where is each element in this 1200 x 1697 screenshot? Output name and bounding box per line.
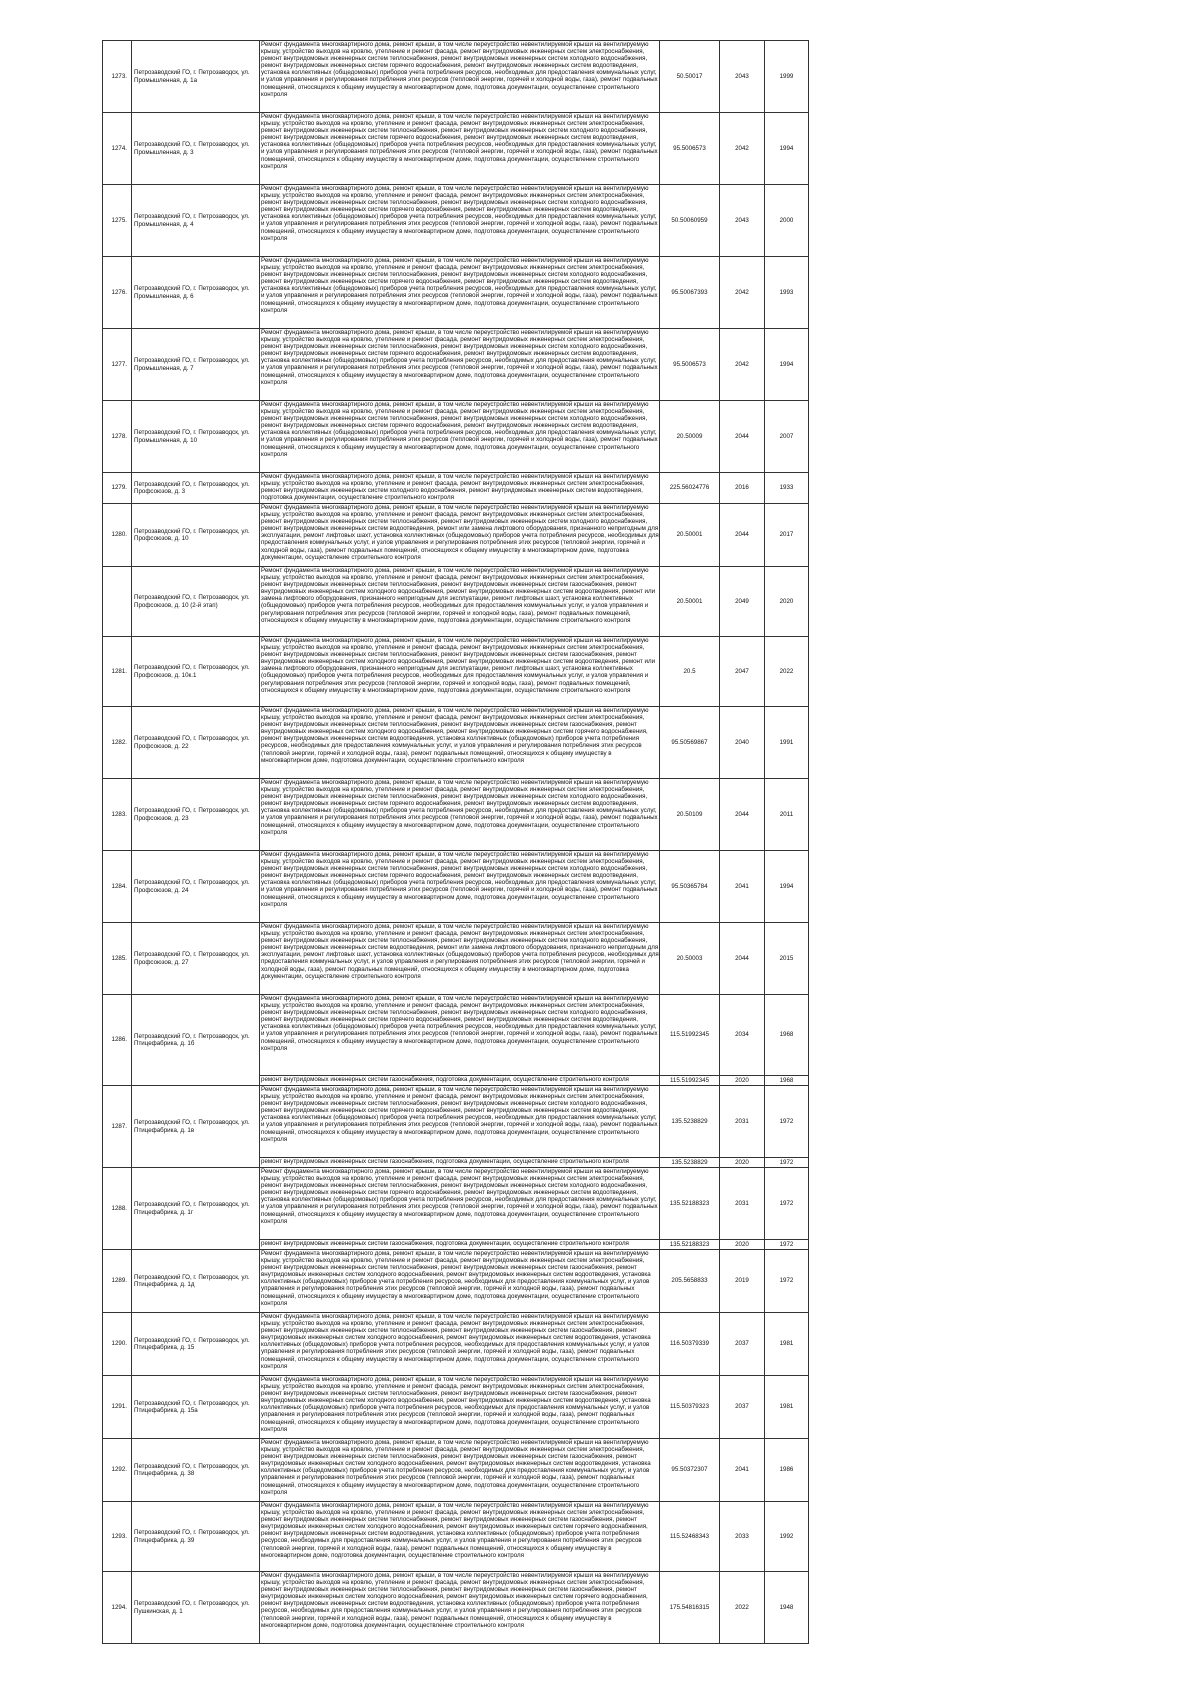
build-year-cell: 1981	[765, 1376, 809, 1439]
planned-year-cell: 2034	[720, 995, 765, 1076]
build-year-cell: 2017	[765, 504, 809, 567]
table-row	[103, 257, 809, 329]
works-text: ремонт внутридомовых инженерных систем газоснабжения, подготовка документации, осуществление строительного контроля	[261, 1076, 629, 1083]
works-text: Ремонт фундамента многоквартирного дома, ремонт крыши, в том числе переустройство невентилируемой крыши на вентилируемую крышу, устройство выходов на кровлю, утепление и ремонт фасада, ремонт внутридомовых инженерных систем электроснабжения, ремонт внутридомовых инженерных систем теплоснабжения, ремонт внутридомовых инженерных систем газоснабжения, ремонт внутридомовых инженерных систем холодного водоснабжения, ремонт внутридомовых инженерных систем горячего водоснабжения, ремонт внутридомовых инженерных систем водоотведения, установка коллективных (общедомовых) приборов учета потребления ресурсов, необходимых для предоставления коммунальных услуг, и узлов управления и регулирования потребления этих ресурсов (тепловой энергии, горячей и холодной воды, газа), ремонт подвальных помещений, относящихся к общему имуществу в многоквартирном доме, подготовка документации, осуществление строительного контроля	[261, 707, 649, 764]
table-row	[103, 329, 809, 401]
planned-year-cell: 2031	[720, 1086, 765, 1158]
works-cell	[260, 779, 660, 851]
works-cell	[260, 185, 660, 257]
works-text: Ремонт фундамента многоквартирного дома, ремонт крыши, в том числе переустройство невентилируемой крыши на вентилируемую крышу, устройство выходов на кровлю, утепление и ремонт фасада, ремонт внутридомовых инженерных систем электроснабжения, ремонт внутридомовых инженерных систем теплоснабжения, ремонт внутридомовых инженерных систем холодного водоснабжения, ремонт внутридомовых инженерных систем горячего водоснабжения, ремонт внутридомовых инженерных систем водоотведения, установка коллективных (общедомовых) приборов учета потребления ресурсов, необходимых для предоставления коммунальных услуг, и узлов управления и регулирования потребления этих ресурсов (тепловой энергии, горячей и холодной воды, газа), ремонт подвальных помещений, относящихся к общему имуществу в многоквартирном доме, подготовка документации, осуществление строительного контроля	[261, 995, 658, 1052]
table-row	[103, 1086, 809, 1158]
works-cell	[260, 473, 660, 504]
build-year-cell: 1972	[765, 1086, 809, 1158]
address-cell: Петрозаводский ГО, г. Петрозаводск, ул. Профсоюзов, д. 10к.1	[132, 637, 260, 707]
address-cell: Петрозаводский ГО, г. Петрозаводск, ул. Промышленная, д. 3	[132, 113, 260, 185]
row-number: 1273.	[103, 41, 132, 113]
planned-year-cell: 2043	[720, 41, 765, 113]
value-cell: 135.52188323	[660, 1168, 720, 1240]
works-cell	[260, 329, 660, 401]
value-cell: 205.5658833	[660, 1250, 720, 1313]
value-cell: 95.5006573	[660, 113, 720, 185]
row-number: 1281.	[103, 637, 132, 707]
value-cell: 175.54816315	[660, 1572, 720, 1644]
address-cell: Петрозаводский ГО, г. Петрозаводск, ул. Птицефабрика, д. 1д	[132, 1250, 260, 1313]
table-row	[103, 473, 809, 504]
works-cell	[260, 41, 660, 113]
address-cell: Петрозаводский ГО, г. Петрозаводск, ул. Пушкинская, д. 1	[132, 1572, 260, 1644]
address-cell: Петрозаводский ГО, г. Петрозаводск, ул. Профсоюзов, д. 23	[132, 779, 260, 851]
table-row	[103, 41, 809, 113]
address-cell: Петрозаводский ГО, г. Петрозаводск, ул. Профсоюзов, д. 10 (2-й этап)	[132, 567, 260, 637]
build-year-cell: 2007	[765, 401, 809, 473]
works-text: Ремонт фундамента многоквартирного дома, ремонт крыши, в том числе переустройство невентилируемой крыши на вентилируемую крышу, устройство выходов на кровлю, утепление и ремонт фасада, ремонт внутридомовых инженерных систем электроснабжения, ремонт внутридомовых инженерных систем теплоснабжения, ремонт внутридомовых инженерных систем холодного водоснабжения, ремонт внутридомовых инженерных систем горячего водоснабжения, ремонт внутридомовых инженерных систем водоотведения, установка коллективных (общедомовых) приборов учета потребления ресурсов, необходимых для предоставления коммунальных услуг, и узлов управления и регулирования потребления этих ресурсов (тепловой энергии, горячей и холодной воды, газа), ремонт подвальных помещений, относящихся к общему имуществу в многоквартирном доме, подготовка документации, осуществление строительного контроля	[261, 779, 658, 836]
row-number: 1286.	[103, 995, 132, 1086]
value-cell: 95.50569867	[660, 707, 720, 779]
value-cell: 20.50001	[660, 504, 720, 567]
row-number: 1294.	[103, 1572, 132, 1644]
planned-year-cell: 2041	[720, 1439, 765, 1502]
works-cell	[260, 1158, 660, 1168]
table-body	[103, 41, 809, 1644]
works-cell	[260, 567, 660, 637]
address-cell: Петрозаводский ГО, г. Петрозаводск, ул. Профсоюзов, д. 24	[132, 851, 260, 923]
value-cell: 95.50067393	[660, 257, 720, 329]
row-number: 1292.	[103, 1439, 132, 1502]
planned-year-cell: 2037	[720, 1376, 765, 1439]
build-year-cell: 2020	[765, 567, 809, 637]
build-year-cell: 1968	[765, 995, 809, 1076]
works-text: Ремонт фундамента многоквартирного дома, ремонт крыши, в том числе переустройство невентилируемой крыши на вентилируемую крышу, устройство выходов на кровлю, утепление и ремонт фасада, ремонт внутридомовых инженерных систем электроснабжения, ремонт внутридомовых инженерных систем холодного водоснабжения, ремонт внутридомовых инженерных систем водоотведения, подготовка документации, осуществление строительного контроля	[261, 473, 649, 502]
build-year-cell: 1972	[765, 1158, 809, 1168]
build-year-cell: 1972	[765, 1168, 809, 1240]
table-row	[103, 504, 809, 567]
value-cell: 20.50001	[660, 567, 720, 637]
build-year-cell: 1991	[765, 707, 809, 779]
works-cell	[260, 637, 660, 707]
build-year-cell: 1968	[765, 1076, 809, 1086]
planned-year-cell: 2044	[720, 504, 765, 567]
row-number: 1290.	[103, 1313, 132, 1376]
works-text: ремонт внутридомовых инженерных систем газоснабжения, подготовка документации, осуществление строительного контроля	[261, 1240, 629, 1247]
build-year-cell: 1948	[765, 1572, 809, 1644]
address-cell: Петрозаводский ГО, г. Петрозаводск, ул. Промышленная, д. 1а	[132, 41, 260, 113]
value-cell: 50.50060959	[660, 185, 720, 257]
table-row	[103, 851, 809, 923]
table-row	[103, 113, 809, 185]
works-cell	[260, 1168, 660, 1240]
works-text: ремонт внутридомовых инженерных систем газоснабжения, подготовка документации, осуществление строительного контроля	[261, 1158, 629, 1165]
address-cell: Петрозаводский ГО, г. Петрозаводск, ул. Птицефабрика, д. 15а	[132, 1376, 260, 1439]
works-cell	[260, 707, 660, 779]
value-cell: 135.52188323	[660, 1240, 720, 1250]
address-cell: Петрозаводский ГО, г. Петрозаводск, ул. Профсоюзов, д. 3	[132, 473, 260, 504]
address-cell: Петрозаводский ГО, г. Петрозаводск, ул. Птицефабрика, д. 15	[132, 1313, 260, 1376]
planned-year-cell: 2042	[720, 113, 765, 185]
works-text: Ремонт фундамента многоквартирного дома, ремонт крыши, в том числе переустройство невентилируемой крыши на вентилируемую крышу, устройство выходов на кровлю, утепление и ремонт фасада, ремонт внутридомовых инженерных систем электроснабжения, ремонт внутридомовых инженерных систем теплоснабжения, ремонт внутридомовых инженерных систем газоснабжения, ремонт внутридомовых инженерных систем холодного водоснабжения, ремонт внутридомовых инженерных систем водоотведения, ремонт или замена лифтового оборудования, признанного непригодным для эксплуатации, ремонт лифтовых шахт, установка коллективных (общедомовых) приборов учета потребления ресурсов, необходимых для предоставления коммунальных услуг, и узлов управления и регулирования потребления этих ресурсов (тепловой энергии, горячей и холодной воды, газа), ремонт подвальных помещений, относящихся к общему имуществу в многоквартирном доме, подготовка документации, осуществление строительного контроля	[261, 637, 656, 694]
build-year-cell: 1993	[765, 257, 809, 329]
planned-year-cell: 2037	[720, 1313, 765, 1376]
build-year-cell: 2000	[765, 185, 809, 257]
works-text: Ремонт фундамента многоквартирного дома, ремонт крыши, в том числе переустройство невентилируемой крыши на вентилируемую крышу, устройство выходов на кровлю, утепление и ремонт фасада, ремонт внутридомовых инженерных систем электроснабжения, ремонт внутридомовых инженерных систем теплоснабжения, ремонт внутридомовых инженерных систем холодного водоснабжения, ремонт внутридомовых инженерных систем горячего водоснабжения, ремонт внутридомовых инженерных систем водоотведения, установка коллективных (общедомовых) приборов учета потребления ресурсов, необходимых для предоставления коммунальных услуг, и узлов управления и регулирования потребления этих ресурсов (тепловой энергии, горячей и холодной воды, газа), ремонт подвальных помещений, относящихся к общему имуществу в многоквартирном доме, подготовка документации, осуществление строительного контроля	[261, 185, 658, 242]
build-year-cell: 1986	[765, 1439, 809, 1502]
row-number: 1288.	[103, 1168, 132, 1250]
planned-year-cell: 2043	[720, 185, 765, 257]
works-cell	[260, 1439, 660, 1502]
build-year-cell: 2022	[765, 637, 809, 707]
build-year-cell: 1972	[765, 1240, 809, 1250]
planned-year-cell: 2020	[720, 1158, 765, 1168]
value-cell: 95.5006573	[660, 329, 720, 401]
repair-program-table	[102, 40, 809, 1644]
address-cell: Петрозаводский ГО, г. Петрозаводск, ул. Птицефабрика, д. 38	[132, 1439, 260, 1502]
table-row	[103, 779, 809, 851]
planned-year-cell: 2016	[720, 473, 765, 504]
works-cell	[260, 1376, 660, 1439]
value-cell: 115.51992345	[660, 995, 720, 1076]
table-row	[103, 1250, 809, 1313]
works-text: Ремонт фундамента многоквартирного дома, ремонт крыши, в том числе переустройство невентилируемой крыши на вентилируемую крышу, устройство выходов на кровлю, утепление и ремонт фасада, ремонт внутридомовых инженерных систем электроснабжения, ремонт внутридомовых инженерных систем теплоснабжения, ремонт внутридомовых инженерных систем газоснабжения, ремонт внутридомовых инженерных систем холодного водоснабжения, ремонт внутридомовых инженерных систем водоотведения, ремонт или замена лифтового оборудования, признанного непригодным для эксплуатации, ремонт лифтовых шахт, установка коллективных (общедомовых) приборов учета потребления ресурсов, необходимых для предоставления коммунальных услуг, и узлов управления и регулирования потребления этих ресурсов (тепловой энергии, горячей и холодной воды, газа), ремонт подвальных помещений, относящихся к общему имуществу в многоквартирном доме, подготовка документации, осуществление строительного контроля	[261, 567, 656, 624]
works-text: Ремонт фундамента многоквартирного дома, ремонт крыши, в том числе переустройство невентилируемой крыши на вентилируемую крышу, устройство выходов на кровлю, утепление и ремонт фасада, ремонт внутридомовых инженерных систем электроснабжения, ремонт внутридомовых инженерных систем теплоснабжения, ремонт внутридомовых инженерных систем холодного водоснабжения, ремонт внутридомовых инженерных систем водоотведения, ремонт или замена лифтового оборудования, признанного непригодным для эксплуатации, ремонт лифтовых шахт, установка коллективных (общедомовых) приборов учета потребления ресурсов, необходимых для предоставления коммунальных услуг, и узлов управления и регулирования потребления этих ресурсов (тепловой энергии, горячей и холодной воды, газа), ремонт подвальных помещений, относящихся к общему имуществу в многоквартирном доме, подготовка документации, осуществление строительного контроля	[261, 923, 659, 980]
works-text: Ремонт фундамента многоквартирного дома, ремонт крыши, в том числе переустройство невентилируемой крыши на вентилируемую крышу, устройство выходов на кровлю, утепление и ремонт фасада, ремонт внутридомовых инженерных систем электроснабжения, ремонт внутридомовых инженерных систем теплоснабжения, ремонт внутридомовых инженерных систем газоснабжения, ремонт внутридомовых инженерных систем холодного водоснабжения, ремонт внутридомовых инженерных систем водоотведения, установка коллективных (общедомовых) приборов учета потребления ресурсов, необходимых для предоставления коммунальных услуг, и узлов управления и регулирования потребления этих ресурсов (тепловой энергии, горячей и холодной воды, газа), ремонт подвальных помещений, относящихся к общему имуществу в многоквартирном доме, подготовка документации, осуществление строительного контроля	[261, 1250, 651, 1307]
works-text: Ремонт фундамента многоквартирного дома, ремонт крыши, в том числе переустройство невентилируемой крыши на вентилируемую крышу, устройство выходов на кровлю, утепление и ремонт фасада, ремонт внутридомовых инженерных систем электроснабжения, ремонт внутридомовых инженерных систем теплоснабжения, ремонт внутридомовых инженерных систем газоснабжения, ремонт внутридомовых инженерных систем холодного водоснабжения, ремонт внутридомовых инженерных систем водоотведения, установка коллективных (общедомовых) приборов учета потребления ресурсов, необходимых для предоставления коммунальных услуг, и узлов управления и регулирования потребления этих ресурсов (тепловой энергии, горячей и холодной воды, газа), ремонт подвальных помещений, относящихся к общему имуществу в многоквартирном доме, подготовка документации, осуществление строительного контроля	[261, 1439, 651, 1496]
works-cell	[260, 504, 660, 567]
address-cell: Петрозаводский ГО, г. Петрозаводск, ул. Птицефабрика, д. 39	[132, 1502, 260, 1572]
address-cell: Петрозаводский ГО, г. Петрозаводск, ул. Птицефабрика, д. 1г	[132, 1168, 260, 1250]
table-row	[103, 1376, 809, 1439]
planned-year-cell: 2044	[720, 779, 765, 851]
works-text: Ремонт фундамента многоквартирного дома, ремонт крыши, в том числе переустройство невентилируемой крыши на вентилируемую крышу, устройство выходов на кровлю, утепление и ремонт фасада, ремонт внутридомовых инженерных систем электроснабжения, ремонт внутридомовых инженерных систем теплоснабжения, ремонт внутридомовых инженерных систем газоснабжения, ремонт внутридомовых инженерных систем холодного водоснабжения, ремонт внутридомовых инженерных систем горячего водоснабжения, ремонт внутридомовых инженерных систем водоотведения, установка коллективных (общедомовых) приборов учета потребления ресурсов, необходимых для предоставления коммунальных услуг, и узлов управления и регулирования потребления этих ресурсов (тепловой энергии, горячей и холодной воды, газа), ремонт подвальных помещений, относящихся к общему имуществу в многоквартирном доме, подготовка документации, осуществление строительного контроля	[261, 1572, 649, 1629]
build-year-cell: 1994	[765, 329, 809, 401]
works-text: Ремонт фундамента многоквартирного дома, ремонт крыши, в том числе переустройство невентилируемой крыши на вентилируемую крышу, устройство выходов на кровлю, утепление и ремонт фасада, ремонт внутридомовых инженерных систем электроснабжения, ремонт внутридомовых инженерных систем теплоснабжения, ремонт внутридомовых инженерных систем холодного водоснабжения, ремонт внутридомовых инженерных систем горячего водоснабжения, ремонт внутридомовых инженерных систем водоотведения, установка коллективных (общедомовых) приборов учета потребления ресурсов, необходимых для предоставления коммунальных услуг, и узлов управления и регулирования потребления этих ресурсов (тепловой энергии, горячей и холодной воды, газа), ремонт подвальных помещений, относящихся к общему имуществу в многоквартирном доме, подготовка документации, осуществление строительного контроля	[261, 257, 658, 314]
works-cell	[260, 1502, 660, 1572]
build-year-cell: 1981	[765, 1313, 809, 1376]
value-cell: 225.56024776	[660, 473, 720, 504]
planned-year-cell: 2049	[720, 567, 765, 637]
table-row	[103, 1168, 809, 1240]
planned-year-cell: 2019	[720, 1250, 765, 1313]
row-number: 1274.	[103, 113, 132, 185]
value-cell: 20.50009	[660, 401, 720, 473]
value-cell: 20.50109	[660, 779, 720, 851]
table-row	[103, 185, 809, 257]
works-cell	[260, 1572, 660, 1644]
address-cell: Петрозаводский ГО, г. Петрозаводск, ул. Профсоюзов, д. 10	[132, 504, 260, 567]
address-cell: Петрозаводский ГО, г. Петрозаводск, ул. Профсоюзов, д. 27	[132, 923, 260, 995]
table-row	[103, 1572, 809, 1644]
works-text: Ремонт фундамента многоквартирного дома, ремонт крыши, в том числе переустройство невентилируемой крыши на вентилируемую крышу, устройство выходов на кровлю, утепление и ремонт фасада, ремонт внутридомовых инженерных систем электроснабжения, ремонт внутридомовых инженерных систем теплоснабжения, ремонт внутридомовых инженерных систем газоснабжения, ремонт внутридомовых инженерных систем холодного водоснабжения, ремонт внутридомовых инженерных систем водоотведения, установка коллективных (общедомовых) приборов учета потребления ресурсов, необходимых для предоставления коммунальных услуг, и узлов управления и регулирования потребления этих ресурсов (тепловой энергии, горячей и холодной воды, газа), ремонт подвальных помещений, относящихся к общему имуществу в многоквартирном доме, подготовка документации, осуществление строительного контроля	[261, 1313, 651, 1370]
address-cell: Петрозаводский ГО, г. Петрозаводск, ул. Промышленная, д. 6	[132, 257, 260, 329]
document-sheet	[102, 40, 808, 1644]
table-row	[103, 637, 809, 707]
works-text: Ремонт фундамента многоквартирного дома, ремонт крыши, в том числе переустройство невентилируемой крыши на вентилируемую крышу, устройство выходов на кровлю, утепление и ремонт фасада, ремонт внутридомовых инженерных систем электроснабжения, ремонт внутридомовых инженерных систем теплоснабжения, ремонт внутридомовых инженерных систем холодного водоснабжения, ремонт внутридомовых инженерных систем горячего водоснабжения, ремонт внутридомовых инженерных систем водоотведения, установка коллективных (общедомовых) приборов учета потребления ресурсов, необходимых для предоставления коммунальных услуг, и узлов управления и регулирования потребления этих ресурсов (тепловой энергии, горячей и холодной воды, газа), ремонт подвальных помещений, относящихся к общему имуществу в многоквартирном доме, подготовка документации, осуществление строительного контроля	[261, 113, 658, 170]
table-row	[103, 707, 809, 779]
value-cell: 115.50379323	[660, 1376, 720, 1439]
row-number: 1293.	[103, 1502, 132, 1572]
works-cell	[260, 995, 660, 1076]
value-cell: 135.5238829	[660, 1158, 720, 1168]
value-cell: 20.5	[660, 637, 720, 707]
works-cell	[260, 1240, 660, 1250]
planned-year-cell: 2022	[720, 1572, 765, 1644]
works-text: Ремонт фундамента многоквартирного дома, ремонт крыши, в том числе переустройство невентилируемой крыши на вентилируемую крышу, устройство выходов на кровлю, утепление и ремонт фасада, ремонт внутридомовых инженерных систем электроснабжения, ремонт внутридомовых инженерных систем теплоснабжения, ремонт внутридомовых инженерных систем холодного водоснабжения, ремонт внутридомовых инженерных систем горячего водоснабжения, ремонт внутридомовых инженерных систем водоотведения, установка коллективных (общедомовых) приборов учета потребления ресурсов, необходимых для предоставления коммунальных услуг, и узлов управления и регулирования потребления этих ресурсов (тепловой энергии, горячей и холодной воды, газа), ремонт подвальных помещений, относящихся к общему имуществу в многоквартирном доме, подготовка документации, осуществление строительного контроля	[261, 1086, 658, 1143]
works-text: Ремонт фундамента многоквартирного дома, ремонт крыши, в том числе переустройство невентилируемой крыши на вентилируемую крышу, устройство выходов на кровлю, утепление и ремонт фасада, ремонт внутридомовых инженерных систем электроснабжения, ремонт внутридомовых инженерных систем теплоснабжения, ремонт внутридомовых инженерных систем газоснабжения, ремонт внутридомовых инженерных систем холодного водоснабжения, ремонт внутридомовых инженерных систем горячего водоснабжения, ремонт внутридомовых инженерных систем водоотведения, установка коллективных (общедомовых) приборов учета потребления ресурсов, необходимых для предоставления коммунальных услуг, и узлов управления и регулирования потребления этих ресурсов (тепловой энергии, горячей и холодной воды, газа), ремонт подвальных помещений, относящихся к общему имуществу в многоквартирном доме, подготовка документации, осуществление строительного контроля	[261, 1502, 649, 1559]
address-cell: Петрозаводский ГО, г. Петрозаводск, ул. Птицефабрика, д. 1б	[132, 995, 260, 1086]
table-row	[103, 1439, 809, 1502]
address-cell: Петрозаводский ГО, г. Петрозаводск, ул. Промышленная, д. 7	[132, 329, 260, 401]
works-text: Ремонт фундамента многоквартирного дома, ремонт крыши, в том числе переустройство невентилируемой крыши на вентилируемую крышу, устройство выходов на кровлю, утепление и ремонт фасада, ремонт внутридомовых инженерных систем электроснабжения, ремонт внутридомовых инженерных систем теплоснабжения, ремонт внутридомовых инженерных систем холодного водоснабжения, ремонт внутридомовых инженерных систем горячего водоснабжения, ремонт внутридомовых инженерных систем водоотведения, установка коллективных (общедомовых) приборов учета потребления ресурсов, необходимых для предоставления коммунальных услуг, и узлов управления и регулирования потребления этих ресурсов (тепловой энергии, горячей и холодной воды, газа), ремонт подвальных помещений, относящихся к общему имуществу в многоквартирном доме, подготовка документации, осуществление строительного контроля	[261, 41, 658, 98]
row-number: 1282.	[103, 707, 132, 779]
row-number: 1289.	[103, 1250, 132, 1313]
row-number: 1287.	[103, 1086, 132, 1168]
works-text: Ремонт фундамента многоквартирного дома, ремонт крыши, в том числе переустройство невентилируемой крыши на вентилируемую крышу, устройство выходов на кровлю, утепление и ремонт фасада, ремонт внутридомовых инженерных систем электроснабжения, ремонт внутридомовых инженерных систем теплоснабжения, ремонт внутридомовых инженерных систем холодного водоснабжения, ремонт внутридомовых инженерных систем горячего водоснабжения, ремонт внутридомовых инженерных систем водоотведения, установка коллективных (общедомовых) приборов учета потребления ресурсов, необходимых для предоставления коммунальных услуг, и узлов управления и регулирования потребления этих ресурсов (тепловой энергии, горячей и холодной воды, газа), ремонт подвальных помещений, относящихся к общему имуществу в многоквартирном доме, подготовка документации, осуществление строительного контроля	[261, 401, 658, 458]
works-text: Ремонт фундамента многоквартирного дома, ремонт крыши, в том числе переустройство невентилируемой крыши на вентилируемую крышу, устройство выходов на кровлю, утепление и ремонт фасада, ремонт внутридомовых инженерных систем электроснабжения, ремонт внутридомовых инженерных систем теплоснабжения, ремонт внутридомовых инженерных систем газоснабжения, ремонт внутридомовых инженерных систем холодного водоснабжения, ремонт внутридомовых инженерных систем водоотведения, установка коллективных (общедомовых) приборов учета потребления ресурсов, необходимых для предоставления коммунальных услуг, и узлов управления и регулирования потребления этих ресурсов (тепловой энергии, горячей и холодной воды, газа), ремонт подвальных помещений, относящихся к общему имуществу в многоквартирном доме, подготовка документации, осуществление строительного контроля	[261, 1376, 651, 1433]
works-text: Ремонт фундамента многоквартирного дома, ремонт крыши, в том числе переустройство невентилируемой крыши на вентилируемую крышу, устройство выходов на кровлю, утепление и ремонт фасада, ремонт внутридомовых инженерных систем электроснабжения, ремонт внутридомовых инженерных систем теплоснабжения, ремонт внутридомовых инженерных систем холодного водоснабжения, ремонт внутридомовых инженерных систем горячего водоснабжения, ремонт внутридомовых инженерных систем водоотведения, установка коллективных (общедомовых) приборов учета потребления ресурсов, необходимых для предоставления коммунальных услуг, и узлов управления и регулирования потребления этих ресурсов (тепловой энергии, горячей и холодной воды, газа), ремонт подвальных помещений, относящихся к общему имуществу в многоквартирном доме, подготовка документации, осуществление строительного контроля	[261, 329, 658, 386]
works-cell	[260, 851, 660, 923]
value-cell: 115.51992345	[660, 1076, 720, 1086]
planned-year-cell: 2020	[720, 1076, 765, 1086]
planned-year-cell: 2044	[720, 923, 765, 995]
planned-year-cell: 2042	[720, 257, 765, 329]
table-row	[103, 401, 809, 473]
works-text: Ремонт фундамента многоквартирного дома, ремонт крыши, в том числе переустройство невентилируемой крыши на вентилируемую крышу, устройство выходов на кровлю, утепление и ремонт фасада, ремонт внутридомовых инженерных систем электроснабжения, ремонт внутридомовых инженерных систем теплоснабжения, ремонт внутридомовых инженерных систем холодного водоснабжения, ремонт внутридомовых инженерных систем горячего водоснабжения, ремонт внутридомовых инженерных систем водоотведения, установка коллективных (общедомовых) приборов учета потребления ресурсов, необходимых для предоставления коммунальных услуг, и узлов управления и регулирования потребления этих ресурсов (тепловой энергии, горячей и холодной воды, газа), ремонт подвальных помещений, относящихся к общему имуществу в многоквартирном доме, подготовка документации, осуществление строительного контроля	[261, 851, 658, 908]
row-number: 1280.	[103, 504, 132, 567]
address-cell: Петрозаводский ГО, г. Петрозаводск, ул. Промышленная, д. 10	[132, 401, 260, 473]
row-number: 1276.	[103, 257, 132, 329]
build-year-cell: 1999	[765, 41, 809, 113]
works-text: Ремонт фундамента многоквартирного дома, ремонт крыши, в том числе переустройство невентилируемой крыши на вентилируемую крышу, устройство выходов на кровлю, утепление и ремонт фасада, ремонт внутридомовых инженерных систем электроснабжения, ремонт внутридомовых инженерных систем теплоснабжения, ремонт внутридомовых инженерных систем холодного водоснабжения, ремонт внутридомовых инженерных систем горячего водоснабжения, ремонт внутридомовых инженерных систем водоотведения, установка коллективных (общедомовых) приборов учета потребления ресурсов, необходимых для предоставления коммунальных услуг, и узлов управления и регулирования потребления этих ресурсов (тепловой энергии, горячей и холодной воды, газа), ремонт подвальных помещений, относящихся к общему имуществу в многоквартирном доме, подготовка документации, осуществление строительного контроля	[261, 1168, 658, 1225]
build-year-cell: 1933	[765, 473, 809, 504]
works-cell	[260, 1076, 660, 1086]
address-cell: Петрозаводский ГО, г. Петрозаводск, ул. Промышленная, д. 4	[132, 185, 260, 257]
build-year-cell: 1994	[765, 851, 809, 923]
planned-year-cell: 2033	[720, 1502, 765, 1572]
value-cell: 95.50372307	[660, 1439, 720, 1502]
row-number: 1291.	[103, 1376, 132, 1439]
value-cell: 115.52468343	[660, 1502, 720, 1572]
build-year-cell: 2015	[765, 923, 809, 995]
table-row	[103, 1313, 809, 1376]
works-cell	[260, 113, 660, 185]
works-cell	[260, 1086, 660, 1158]
table-row	[103, 567, 809, 637]
planned-year-cell: 2031	[720, 1168, 765, 1240]
works-cell	[260, 1313, 660, 1376]
address-cell: Петрозаводский ГО, г. Петрозаводск, ул. Птицефабрика, д. 1в	[132, 1086, 260, 1168]
planned-year-cell: 2042	[720, 329, 765, 401]
build-year-cell: 1994	[765, 113, 809, 185]
table-row	[103, 995, 809, 1076]
row-number: 1275.	[103, 185, 132, 257]
value-cell: 135.5238829	[660, 1086, 720, 1158]
row-number: 1285.	[103, 923, 132, 995]
row-number: 1284.	[103, 851, 132, 923]
planned-year-cell: 2047	[720, 637, 765, 707]
value-cell: 50.50017	[660, 41, 720, 113]
table-row	[103, 1502, 809, 1572]
value-cell: 20.50003	[660, 923, 720, 995]
build-year-cell: 1992	[765, 1502, 809, 1572]
row-number: 1279.	[103, 473, 132, 504]
works-text: Ремонт фундамента многоквартирного дома, ремонт крыши, в том числе переустройство невентилируемой крыши на вентилируемую крышу, устройство выходов на кровлю, утепление и ремонт фасада, ремонт внутридомовых инженерных систем электроснабжения, ремонт внутридомовых инженерных систем теплоснабжения, ремонт внутридомовых инженерных систем холодного водоснабжения, ремонт внутридомовых инженерных систем водоотведения, ремонт или замена лифтового оборудования, признанного непригодным для эксплуатации, ремонт лифтовых шахт, установка коллективных (общедомовых) приборов учета потребления ресурсов, необходимых для предоставления коммунальных услуг, и узлов управления и регулирования потребления этих ресурсов (тепловой энергии, горячей и холодной воды, газа), ремонт подвальных помещений, относящихся к общему имуществу в многоквартирном доме, подготовка документации, осуществление строительного контроля	[261, 504, 659, 561]
row-number: 1277.	[103, 329, 132, 401]
planned-year-cell: 2041	[720, 851, 765, 923]
planned-year-cell: 2020	[720, 1240, 765, 1250]
value-cell: 95.50365784	[660, 851, 720, 923]
address-cell: Петрозаводский ГО, г. Петрозаводск, ул. Профсоюзов, д. 22	[132, 707, 260, 779]
works-cell	[260, 1250, 660, 1313]
works-cell	[260, 401, 660, 473]
planned-year-cell: 2040	[720, 707, 765, 779]
row-number	[103, 567, 132, 637]
table-row	[103, 923, 809, 995]
value-cell: 116.50379339	[660, 1313, 720, 1376]
works-cell	[260, 257, 660, 329]
row-number: 1283.	[103, 779, 132, 851]
planned-year-cell: 2044	[720, 401, 765, 473]
build-year-cell: 2011	[765, 779, 809, 851]
row-number: 1278.	[103, 401, 132, 473]
build-year-cell: 1972	[765, 1250, 809, 1313]
works-cell	[260, 923, 660, 995]
